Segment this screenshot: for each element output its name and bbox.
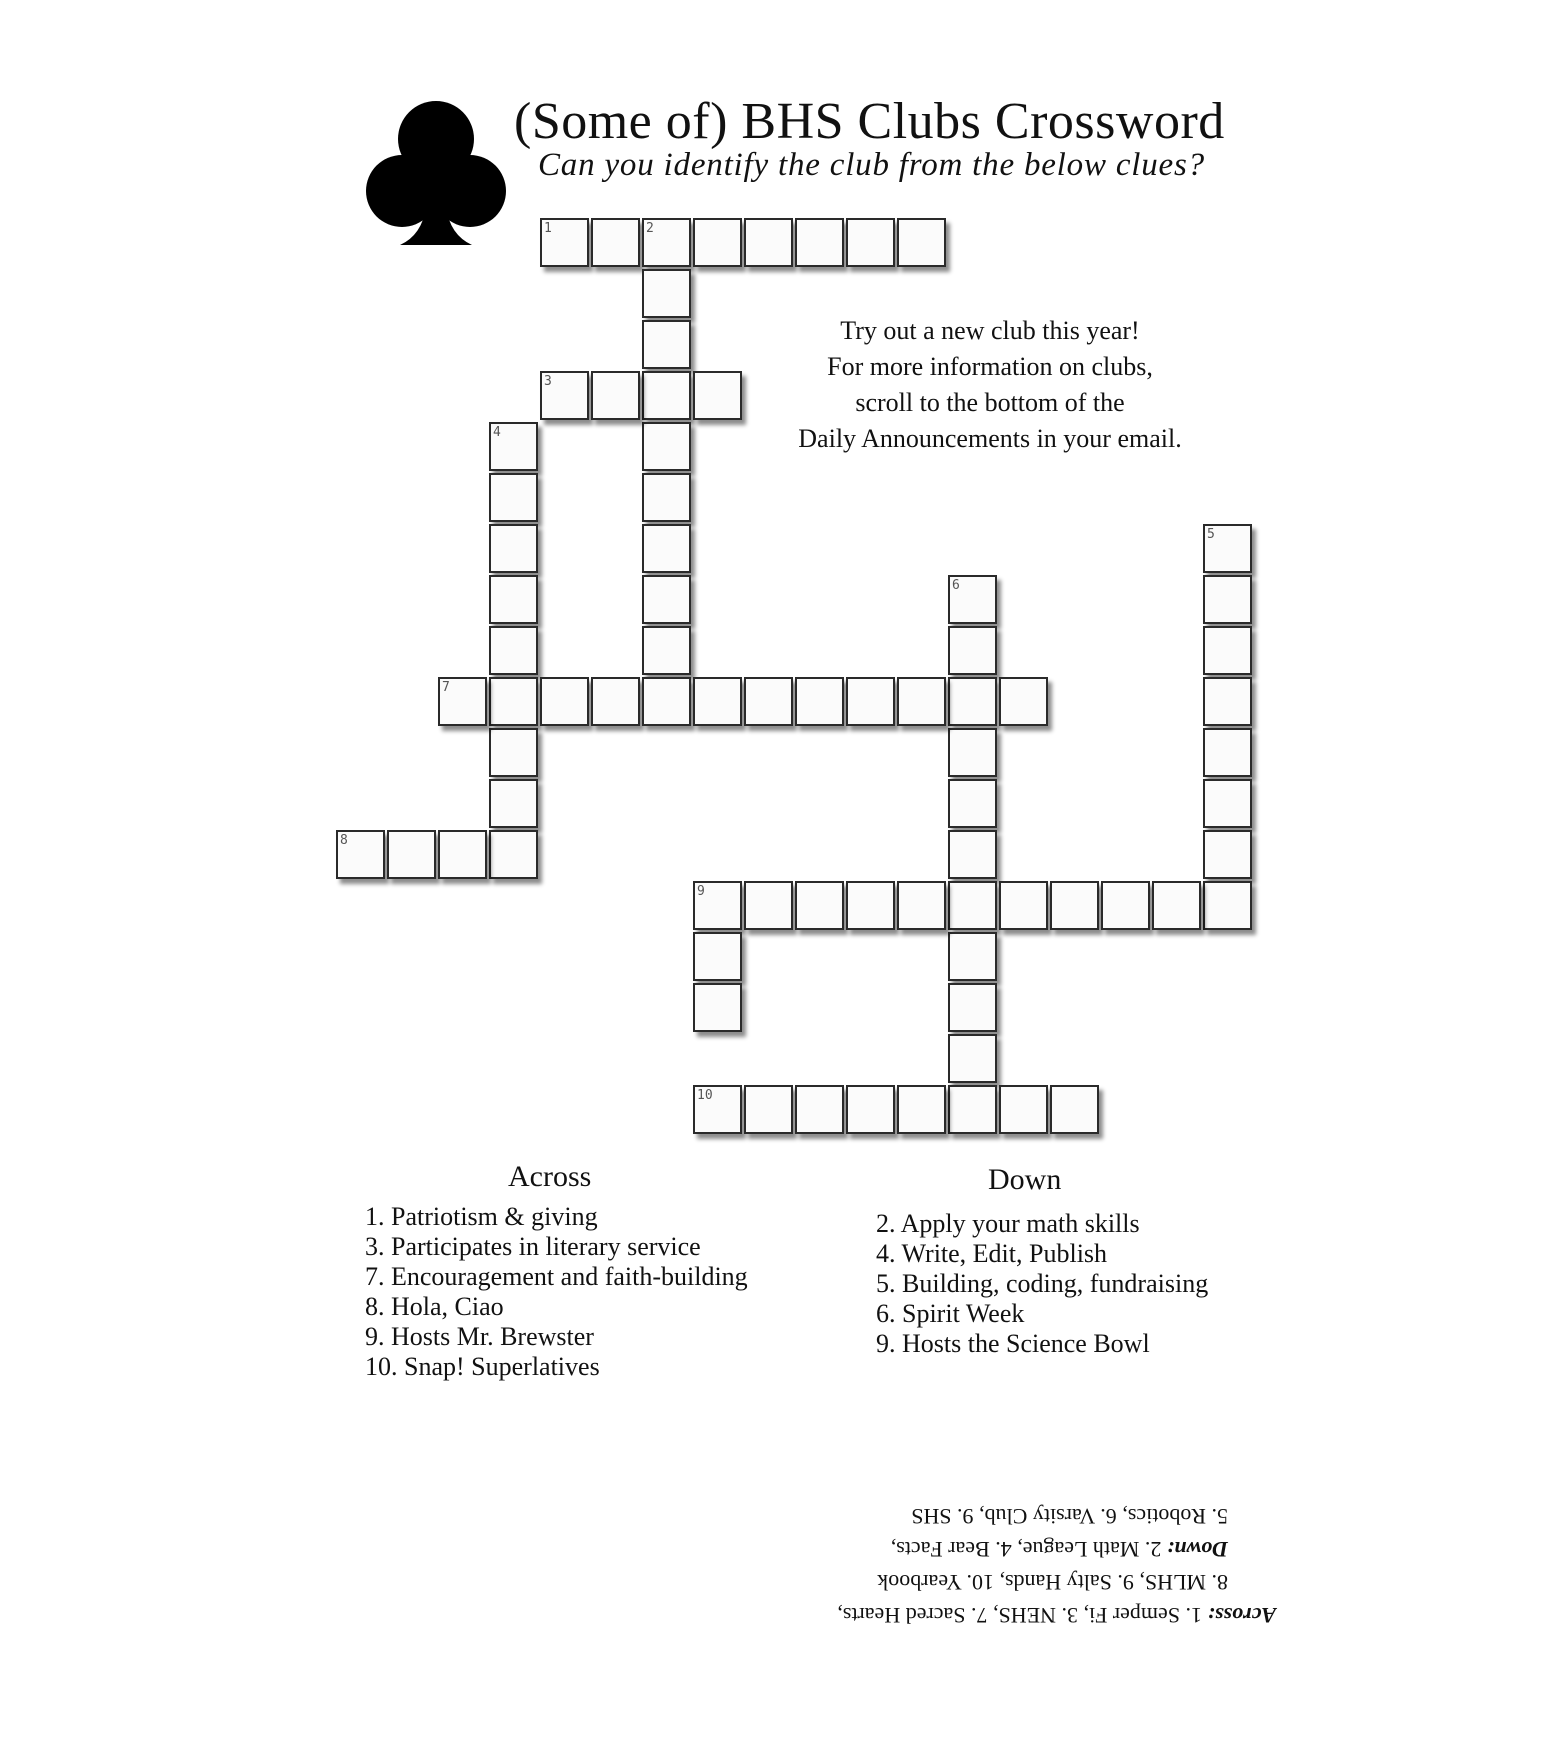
clue-down: 4. Write, Edit, Publish [876,1239,1108,1268]
promo-line: Try out a new club this year! [840,316,1140,345]
clue-across: 10. Snap! Superlatives [365,1352,600,1381]
grid-cell[interactable] [1050,1085,1099,1134]
grid-cell[interactable] [846,1085,895,1134]
answer-key-line: 5. Robotics, 6. Varsity Club, 9. SHS [911,1504,1228,1529]
grid-cell[interactable] [1203,830,1252,879]
grid-cell[interactable] [1203,575,1252,624]
grid-cell[interactable] [897,1085,946,1134]
grid-cell[interactable] [897,881,946,930]
grid-cell[interactable] [1101,881,1150,930]
clue-number: 8 [340,833,348,848]
grid-cell[interactable] [795,1085,844,1134]
grid-cell[interactable] [846,881,895,930]
grid-cell[interactable] [1152,881,1201,930]
grid-cell[interactable] [948,830,997,879]
grid-cell[interactable] [540,677,589,726]
grid-cell[interactable] [642,422,691,471]
clue-number: 2 [646,221,654,236]
grid-cell[interactable] [438,830,487,879]
clue-down: 5. Building, coding, fundraising [876,1269,1209,1298]
grid-cell[interactable] [948,1034,997,1083]
grid-cell[interactable] [489,524,538,573]
grid-cell[interactable] [744,677,793,726]
answer-key-across-label: Across: [1207,1603,1276,1628]
grid-cell[interactable] [642,371,691,420]
grid-cell[interactable] [489,728,538,777]
clue-down: 6. Spirit Week [876,1299,1025,1328]
grid-cell[interactable] [693,1085,742,1134]
page-subtitle: Can you identify the club from the below clues? [538,147,1205,183]
down-heading: Down [988,1163,1062,1196]
grid-cell[interactable] [1050,881,1099,930]
grid-cell[interactable] [897,218,946,267]
grid-cell[interactable] [642,626,691,675]
grid-cell[interactable] [948,881,997,930]
grid-cell[interactable] [387,830,436,879]
club-suit-icon [366,95,506,249]
grid-cell[interactable] [489,473,538,522]
clue-number: 4 [493,425,501,440]
grid-cell[interactable] [795,677,844,726]
grid-cell[interactable] [489,575,538,624]
clue-number: 7 [442,680,450,695]
grid-cell[interactable] [1203,728,1252,777]
answer-key-line [756,1533,1276,1566]
clue-across: 3. Participates in literary service [365,1232,701,1261]
grid-cell[interactable] [1203,677,1252,726]
grid-cell[interactable] [489,422,538,471]
grid-cell[interactable] [846,677,895,726]
grid-cell[interactable] [1203,881,1252,930]
promo-line: scroll to the bottom of the [855,388,1125,417]
grid-cell[interactable] [999,1085,1048,1134]
grid-cell[interactable] [642,320,691,369]
grid-cell[interactable] [795,218,844,267]
grid-cell[interactable] [489,779,538,828]
grid-cell[interactable] [693,371,742,420]
answer-key [756,1500,1276,1632]
grid-cell[interactable] [489,677,538,726]
clue-number: 1 [544,221,552,236]
grid-cell[interactable] [489,830,538,879]
grid-cell[interactable] [948,575,997,624]
grid-cell[interactable] [1203,779,1252,828]
answer-key-text: 1. Semper Fi, 3. NEHS, 7. Sacred Hearts, [837,1603,1208,1628]
grid-cell[interactable] [540,218,589,267]
grid-cell[interactable] [948,932,997,981]
grid-cell[interactable] [744,1085,793,1134]
clue-across: 8. Hola, Ciao [365,1292,504,1321]
clue-number: 9 [697,884,705,899]
page-title: (Some of) BHS Clubs Crossword [514,93,1225,150]
grid-cell[interactable] [795,881,844,930]
grid-cell[interactable] [948,983,997,1032]
grid-cell[interactable] [1203,626,1252,675]
grid-cell[interactable] [489,626,538,675]
grid-cell[interactable] [948,779,997,828]
grid-cell[interactable] [846,218,895,267]
answer-key-line: 8. MLHS, 9. Salty Hands, 10. Yearbook [877,1570,1228,1595]
grid-cell[interactable] [693,983,742,1032]
down-clue-list [876,1209,1208,1359]
grid-cell[interactable] [744,881,793,930]
grid-cell[interactable] [948,626,997,675]
grid-cell[interactable] [1203,524,1252,573]
clue-across: 7. Encouragement and faith-building [365,1262,748,1291]
grid-cell[interactable] [744,218,793,267]
clue-across: 9. Hosts Mr. Brewster [365,1322,594,1351]
grid-cell[interactable] [948,1085,997,1134]
clue-down: 9. Hosts the Science Bowl [876,1329,1150,1358]
clue-number: 10 [697,1088,713,1103]
clue-number: 5 [1207,527,1215,542]
grid-cell[interactable] [591,371,640,420]
grid-cell[interactable] [642,575,691,624]
grid-cell[interactable] [642,269,691,318]
grid-cell[interactable] [999,677,1048,726]
promo-text [780,313,1200,457]
grid-cell[interactable] [540,371,589,420]
grid-cell[interactable] [438,677,487,726]
answer-key-line [756,1599,1276,1632]
grid-cell[interactable] [642,524,691,573]
grid-cell[interactable] [642,677,691,726]
grid-cell[interactable] [591,218,640,267]
grid-cell[interactable] [693,881,742,930]
clue-across: 1. Patriotism & giving [365,1202,598,1231]
grid-cell[interactable] [948,677,997,726]
answer-key-down-label: Down: [1166,1537,1228,1562]
grid-cell[interactable] [591,677,640,726]
grid-cell[interactable] [897,677,946,726]
grid-cell[interactable] [693,932,742,981]
grid-cell[interactable] [642,473,691,522]
answer-key-text: 2. Math League, 4. Bear Facts, [890,1537,1167,1562]
across-heading: Across [508,1160,592,1193]
grid-cell[interactable] [999,881,1048,930]
promo-line: Daily Announcements in your email. [798,424,1182,453]
promo-line: For more information on clubs, [827,352,1153,381]
grid-cell[interactable] [693,677,742,726]
grid-cell[interactable] [948,728,997,777]
across-clue-list [365,1202,748,1382]
grid-cell[interactable] [336,830,385,879]
clue-down: 2. Apply your math skills [876,1209,1140,1238]
grid-cell[interactable] [642,218,691,267]
clue-number: 3 [544,374,552,389]
clue-number: 6 [952,578,960,593]
grid-cell[interactable] [693,218,742,267]
